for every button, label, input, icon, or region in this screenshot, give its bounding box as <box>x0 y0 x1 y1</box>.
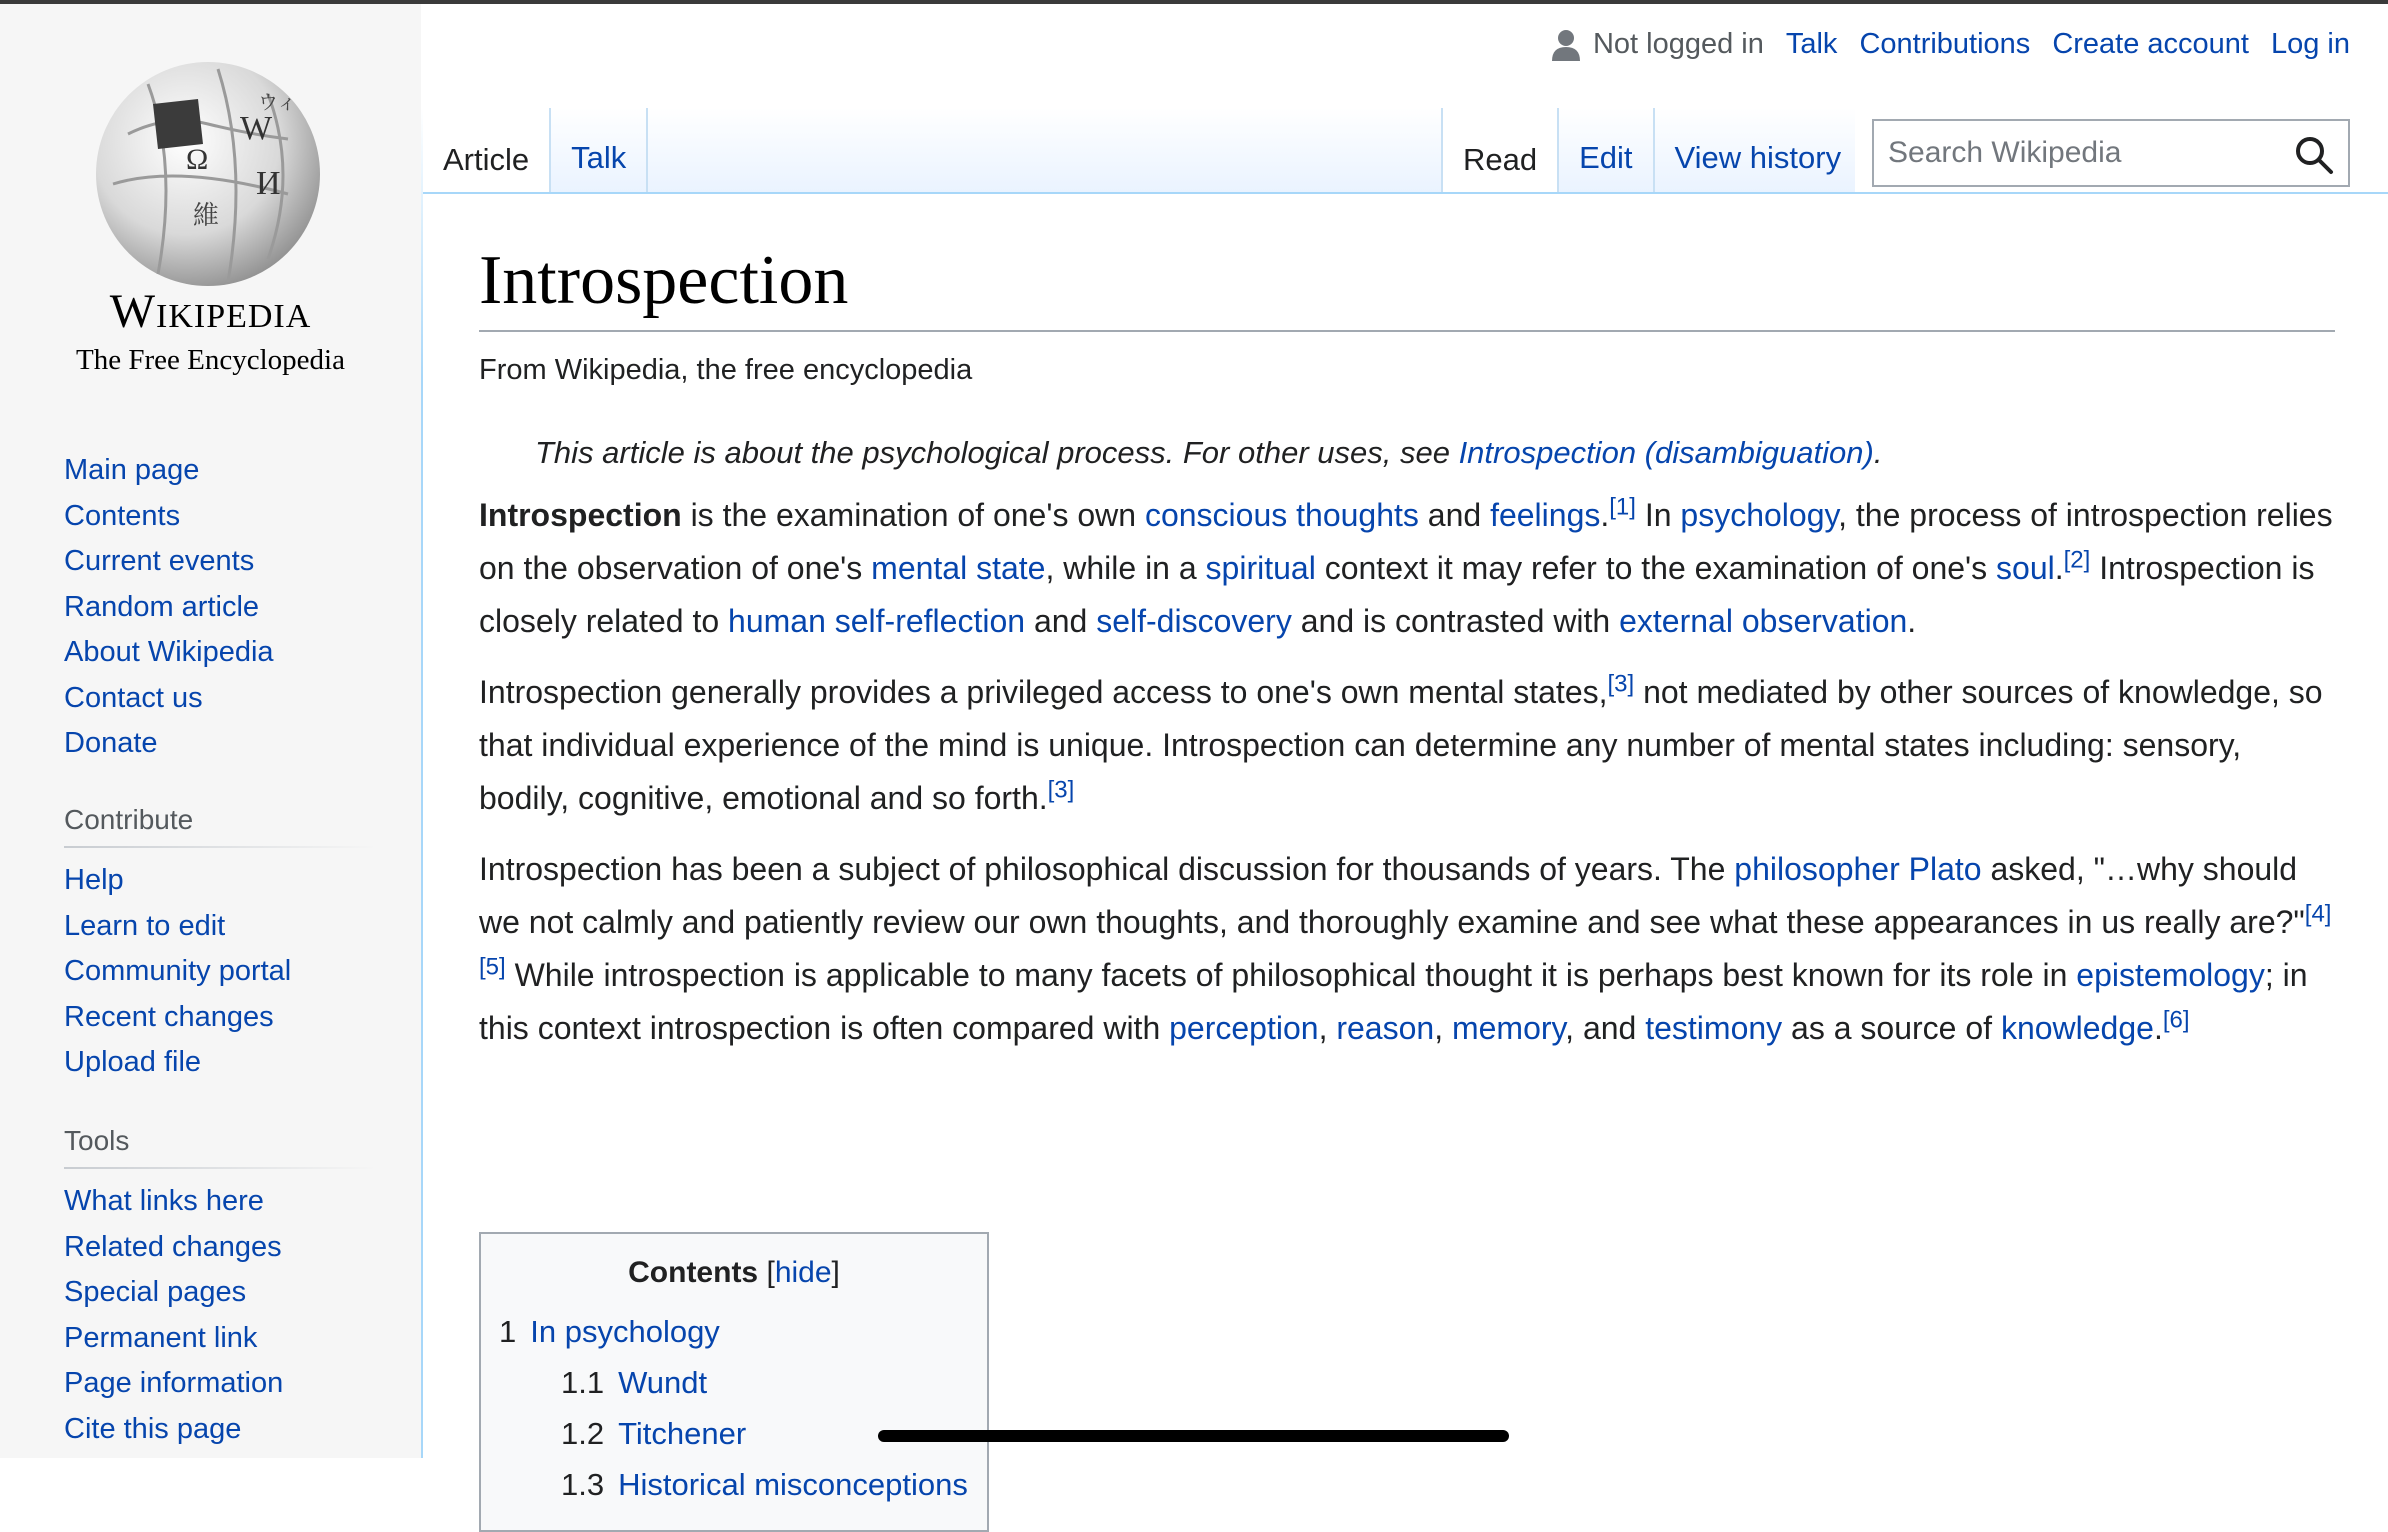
sidebar-link-related-changes[interactable]: Related changes <box>64 1230 282 1263</box>
toc-hide-link[interactable]: hide <box>774 1256 832 1289</box>
link-perception[interactable]: perception <box>1169 1010 1319 1046</box>
sidebar-link-special-pages[interactable]: Special pages <box>64 1276 247 1308</box>
tab-view-history[interactable] <box>1655 108 1864 194</box>
search-icon[interactable] <box>2294 135 2334 175</box>
log-in-link[interactable]: Log in <box>2270 28 2350 60</box>
search-box[interactable] <box>1872 119 2350 187</box>
hatnote-text: This article is about the psychological process. For other uses, see <box>535 435 1459 470</box>
nav-tools <box>64 1125 376 1452</box>
link-conscious-thoughts[interactable]: conscious thoughts <box>1144 497 1419 533</box>
hatnote: This article is about the psychological process. For other uses, see Introspection (disambiguation). <box>535 435 1883 470</box>
toc-title <box>499 1256 969 1290</box>
text-span: context it may refer to the examination of one's <box>1315 550 1997 586</box>
tab-article-label: Article <box>443 142 530 177</box>
personal-tools <box>1551 28 2350 61</box>
text-span: , the process of introspection relies on the observation of one's <box>479 497 2333 586</box>
article-body <box>479 236 2335 1502</box>
ref-3[interactable]: [3] <box>1607 670 1635 698</box>
ref-3b[interactable]: [3] <box>1047 776 1075 804</box>
sidebar-link-recent-changes[interactable]: Recent changes <box>64 1000 274 1033</box>
tab-read-label: Read <box>1463 142 1538 177</box>
personal-talk-link[interactable]: Talk <box>1785 28 1838 60</box>
sidebar-link-help[interactable]: Help <box>64 864 124 896</box>
link-soul[interactable]: soul <box>1996 550 2055 586</box>
text-span: as a source of <box>1782 1010 2001 1046</box>
toc-item[interactable] <box>499 1306 969 1357</box>
text-span: is the examination of one's own <box>681 497 1145 533</box>
view-tabs <box>1441 108 1863 194</box>
svg-text:И: И <box>256 165 281 202</box>
sidebar-link-main-page[interactable]: Main page <box>64 454 200 486</box>
tab-edit-label: Edit <box>1579 140 1633 175</box>
link-knowledge[interactable]: knowledge <box>2000 1010 2154 1046</box>
text-span: , and <box>1565 1010 1646 1046</box>
logo-tagline: The Free Encyclopedia <box>76 344 345 376</box>
toc-number: 1.1 <box>561 1365 605 1400</box>
text-span: Introspection has been a subject of philosophical discussion for thousands of years. The <box>479 851 1735 887</box>
ref-5[interactable]: [5] <box>479 953 506 981</box>
text-span: Introspection generally provides a privileged access to one's own mental states, <box>479 674 1608 710</box>
user-status <box>1551 28 1764 61</box>
not-logged-in-text: Not logged in <box>1592 28 1764 60</box>
user-icon <box>1551 29 1581 61</box>
sidebar-link-what-links-here[interactable]: What links here <box>64 1185 264 1217</box>
link-human-self-reflection[interactable]: human self-reflection <box>728 603 1026 639</box>
svg-text:W: W <box>240 110 273 147</box>
table-of-contents <box>479 1232 989 1532</box>
tab-talk-label: Talk <box>571 140 627 175</box>
text-span: , <box>1434 1010 1452 1046</box>
toc-title-text: Contents <box>628 1256 759 1289</box>
link-feelings[interactable]: feelings <box>1490 497 1601 533</box>
tab-talk[interactable] <box>551 108 648 194</box>
sidebar-link-contact-us[interactable]: Contact us <box>64 681 203 714</box>
paragraph-1: Introspection is the examination of one's own conscious thoughts and feelings.[1] In psychology, the process of introspection relies on the observation of one's mental state, while in a spiritual context it may refer to the examination of one's soul.[2] Introspection is closely related to human self-reflection and self-discovery and is contrasted with external observation. <box>479 493 2333 639</box>
puzzle-globe-icon <box>88 44 324 294</box>
paragraph-3: Introspection has been a subject of philosophical discussion for thousands of years. The philosopher Plato asked, "…why should we not calmly and patiently review our own thoughts, and thoroughly examine and see what these appearances in us really are?"[4][5] While introspection is applicable to many facets of philosophical thought it is perhaps best known for its role in epistemology; in this context introspection is often compared with perception, reason, memory, and testimony as a source of knowledge.[6] <box>479 851 2332 1046</box>
sidebar-link-about-wikipedia[interactable]: About Wikipedia <box>64 636 274 668</box>
home-indicator[interactable] <box>878 1430 1509 1442</box>
sidebar-link-contents[interactable]: Contents <box>64 499 181 532</box>
tab-bar-gap <box>640 108 1441 194</box>
link-mental-state[interactable]: mental state <box>871 550 1046 586</box>
ref-2[interactable]: [2] <box>2063 546 2091 574</box>
tab-article[interactable] <box>423 108 551 194</box>
sidebar-link-page-information[interactable]: Page information <box>64 1367 284 1399</box>
ref-6[interactable]: [6] <box>2162 1006 2190 1034</box>
link-philosopher-plato[interactable]: philosopher Plato <box>1734 851 1982 887</box>
text-span: and <box>1418 497 1491 533</box>
tab-read[interactable] <box>1441 108 1559 194</box>
lead-bold-term: Introspection <box>479 497 682 533</box>
link-external-observation[interactable]: external observation <box>1619 603 1908 639</box>
toc-link-historical-misconceptions[interactable]: Historical misconceptions <box>618 1467 968 1502</box>
paragraph-2 <box>479 666 2335 825</box>
svg-text:維: 維 <box>193 201 220 231</box>
create-account-link[interactable]: Create account <box>2052 28 2249 60</box>
sidebar-link-community-portal[interactable]: Community portal <box>64 955 292 987</box>
link-spiritual[interactable]: spiritual <box>1205 550 1316 586</box>
toc-number: 1.3 <box>561 1467 605 1502</box>
toc-number: 1.2 <box>561 1416 605 1451</box>
sidebar-link-learn-to-edit[interactable]: Learn to edit <box>64 909 226 942</box>
sidebar-link-random-article[interactable]: Random article <box>64 590 260 623</box>
search-input[interactable] <box>1886 135 2290 171</box>
toc-link-wundt[interactable]: Wundt <box>618 1365 708 1400</box>
sidebar-link-cite-this-page[interactable]: Cite this page <box>64 1412 242 1445</box>
contributions-link[interactable]: Contributions <box>1859 28 2031 60</box>
content-area <box>423 192 2388 1502</box>
toc-item[interactable] <box>499 1357 969 1408</box>
nav-navigation <box>64 448 274 767</box>
tools-heading: Tools <box>64 1125 376 1169</box>
text-span: Introspection is closely related to <box>479 550 2315 639</box>
logo-wordmark: Wikipedia <box>109 285 312 338</box>
sidebar-link-permanent-link[interactable]: Permanent link <box>64 1321 258 1354</box>
ref-4[interactable]: [4] <box>2304 900 2332 928</box>
namespace-tabs <box>423 108 648 194</box>
sidebar-link-donate[interactable]: Donate <box>64 727 158 759</box>
text-span: ; in this context introspection is often compared with <box>479 957 2308 1046</box>
svg-text:Ω: Ω <box>186 143 209 176</box>
toc-item[interactable] <box>499 1459 969 1510</box>
site-subtitle: From Wikipedia, the free encyclopedia <box>479 354 973 386</box>
link-memory[interactable]: memory <box>1451 1010 1566 1046</box>
link-psychology[interactable]: psychology <box>1680 497 1839 533</box>
tab-view-history-label: View history <box>1674 140 1842 175</box>
wikipedia-logo[interactable] <box>38 24 383 384</box>
toc-hide-wrap: [hide] <box>766 1256 840 1289</box>
contribute-heading: Contribute <box>64 804 376 848</box>
link-epistemology[interactable]: epistemology <box>2076 957 2265 993</box>
text-span: While introspection is applicable to many facets of philosophical thought it is perhaps best known for its role in <box>505 957 2077 993</box>
text-span: . <box>1907 603 1917 639</box>
text-span: In <box>1635 497 1681 533</box>
sidebar-link-current-events[interactable]: Current events <box>64 545 255 577</box>
sidebar-link-upload-file[interactable]: Upload file <box>64 1046 202 1078</box>
toc-number: 1 <box>499 1314 517 1349</box>
tab-edit[interactable] <box>1559 108 1654 194</box>
link-testimony[interactable]: testimony <box>1645 1010 1783 1046</box>
toc-link-in-psychology[interactable]: In psychology <box>530 1314 720 1349</box>
ref-1[interactable]: [1] <box>1609 493 1636 521</box>
toc-link-titchener[interactable]: Titchener <box>618 1416 747 1451</box>
text-span: , <box>1318 1010 1337 1046</box>
text-span: asked, "…why should we not calmly and patiently review our own thoughts, and thoroughly examine and see what these appearances in us really are?" <box>479 851 2305 940</box>
sidebar <box>0 4 421 1458</box>
text-span: and is contrasted with <box>1291 603 1620 639</box>
page-title: Introspection <box>479 236 2335 332</box>
text-span: , while in a <box>1045 550 1206 586</box>
link-self-discovery[interactable]: self-discovery <box>1096 603 1292 639</box>
nav-contribute <box>64 804 376 1086</box>
hatnote-link[interactable]: Introspection (disambiguation) <box>1458 435 1874 470</box>
svg-text:ウィ: ウィ <box>258 90 297 114</box>
text-span: not mediated by other sources of knowledge, so that individual experience of the mind is unique. Introspection can determine any number of mental states including: sensory, bodily, cognitive, emotional and so forth. <box>479 674 2323 816</box>
link-reason[interactable]: reason <box>1336 1010 1435 1046</box>
text-span: and <box>1025 603 1097 639</box>
